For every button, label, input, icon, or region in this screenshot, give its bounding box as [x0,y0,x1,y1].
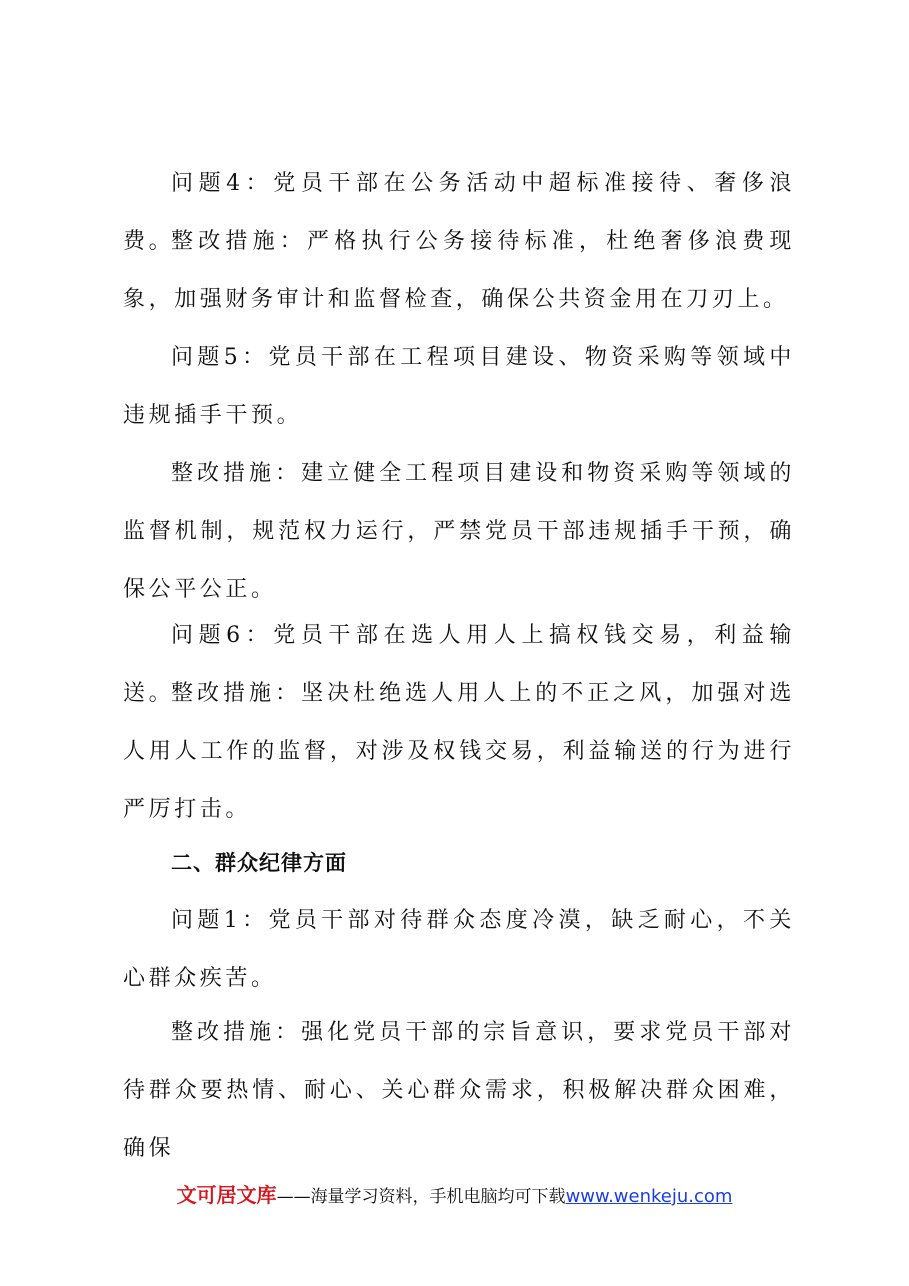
footer-link[interactable]: www.wenkeju.com [565,1186,733,1207]
paragraph-measure-5: 整改措施：建立健全工程项目建设和物资采购等领域的监督机制，规范权力运行，严禁党员干部违规插手干预，确保公平公正。 [123,461,795,602]
paragraph-measure-4: 整改措施：严格执行公务接待标准，杜绝奢侈浪费现象，加强财务审计和监督检查，确保公共资金用在刀刃上。 [123,229,795,312]
paragraph-measure-6: 整改措施：坚决杜绝选人用人上的不正之风，加强对选人用人工作的监督，对涉及权钱交易，利益输送的行为进行严厉打击。 [123,681,795,822]
footer-brand: 文可居文库 [176,1183,277,1207]
paragraph-measure-1: 整改措施：强化党员干部的宗旨意识，要求党员干部对待群众要热情、耐心、关心群众需求，积极解决群众困难，确保 [123,1020,795,1161]
paragraph-issue-1: 问题1：党员干部对待群众态度冷漠，缺乏耐心，不关心群众疾苦。 [123,908,795,991]
section-heading: 二、群众纪律方面 [171,851,347,875]
footer-banner [0,1180,909,1212]
paragraph-issue-5: 问题5：党员干部在工程项目建设、物资采购等领域中违规插手干预。 [123,345,795,428]
paragraph-issue-6: 问题6：党员干部在选人用人上搞权钱交易，利益输送。 [123,623,795,706]
paragraph-issue-4: 问题4：党员干部在公务活动中超标准接待、奢侈浪费。 [123,171,795,254]
footer-description: ——海量学习资料，手机电脑均可下载 [276,1187,566,1207]
